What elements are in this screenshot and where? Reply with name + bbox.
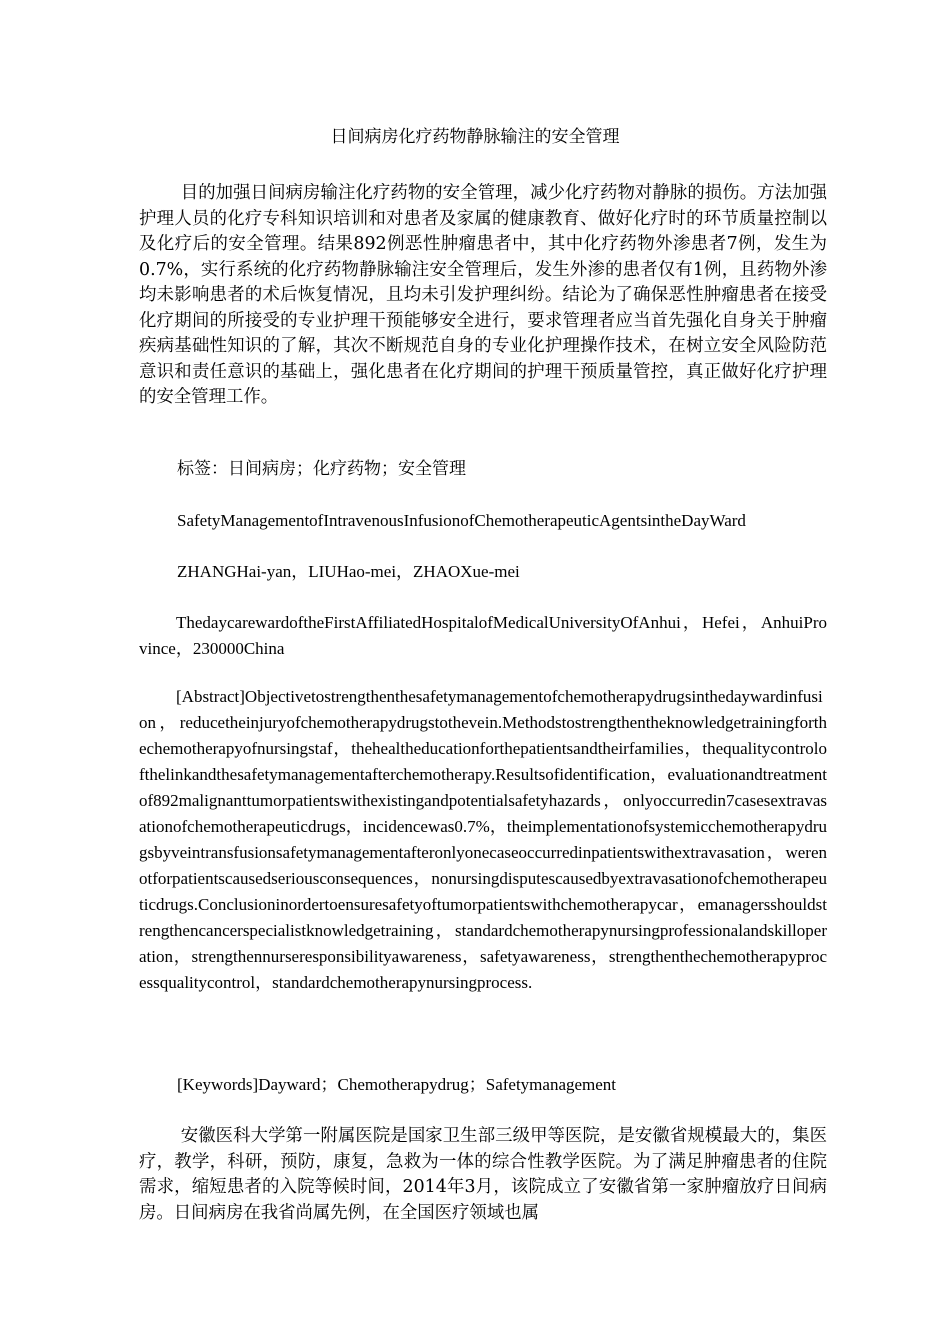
page-title: 日间病房化疗药物静脉输注的安全管理 [330,127,620,147]
keywords-zh: 标签：日间病房；化疗药物；安全管理 [177,459,466,479]
body-zh-paragraph: 安徽医科大学第一附属医院是国家卫生部三级甲等医院，是安徽省规模最大的，集医疗，教学，科研，预防，康复，急救为一体的综合性教学医院。为了满足肿瘤患者的住院需求，缩短患者的入院等候时间，2014年3月，该院成立了安徽省第一家肿瘤放疗日间病房。日间病房在我省尚属先例，在全国医疗领域也属 [139,1126,827,1223]
abstract-zh-paragraph: 目的加强日间病房输注化疗药物的安全管理，减少化疗药物对静脉的损伤。方法加强护理人员的化疗专科知识培训和对患者及家属的健康教育、做好化疗时的环节质量控制以及化疗后的安全管理。结果892例恶性肿瘤患者中，其中化疗药物外渗患者7例，发生为0.7%，实行系统的化疗药物静脉输注安全管理后，发生外渗的患者仅有1例，且药物外渗均未影响患者的术后恢复情况，且均未引发护理纠纷。结论为了确保恶性肿瘤患者在接受化疗期间的所接受的专业护理干预能够安全进行，要求管理者应当首先强化自身关于肿瘤疾病基础性知识的了解，其次不断规范自身的专业化护理操作技术，在树立安全风险防范意识和责任意识的基础上，强化患者在化疗期间的护理干预质量管控，真正做好化疗护理的安全管理工作。 [139,183,827,407]
keywords-en: [Keywords]Dayward；Chemotherapydrug；Safetymanagement [177,1075,617,1094]
english-title: SafetyManagementofIntravenousInfusionofChemotherapeuticAgentsintheDayWard [177,511,746,530]
authors-en: ZHANGHai-yan，LIUHao-mei，ZHAOXue-mei [177,562,520,581]
affiliation-en: ThedaycarewardoftheFirstAffiliatedHospitalofMedicalUniversityOfAnhui，Hefei，AnhuiProvince，230000China [139,613,827,658]
abstract-en-paragraph: [Abstract]Objectivetostrengthenthesafetymanagementofchemotherapydrugsinthedaywardinfusion，reducetheinjuryofchemotherapydrugstothevein.Methodstostrengthentheknowledgetrainingforthechemotherapyofnursingstaf，thehealtheducationforthepatientsandtheirfamilies，thequalitycontrolofthelinkandthesafetymanagementafterchemotherapy.Resultsofidentification，evaluationandtreatmentof892malignanttumorpatientswithexistingandpotentialsafetyhazards，onlyoccurredin7casesextravasationofchemotherapeuticdrugs，incidencewas0.7%，theimplementationofsystemicchemotherapydrugsbyveintransfusionsafetymanagementafteronlyonecaseoccurredinpatientswithextravasation，werenotforpatientscausedseriousconsequences，nonursingdisputescausedbyextravasationofchemotherapeuticdrugs.Conclusioninordertoensuresafetyoftumorpatientswithchemotherapycar，emanagersshouldstrengthencancerspecialistknowledgetraining，standardchemotherapynursingprofessionalandskilloperation，strengthennurseresponsibilityawareness，safetyawareness，strengthenthechemotherapyprocessqualitycontrol，standardchemotherapynursingprocess. [139,687,827,992]
